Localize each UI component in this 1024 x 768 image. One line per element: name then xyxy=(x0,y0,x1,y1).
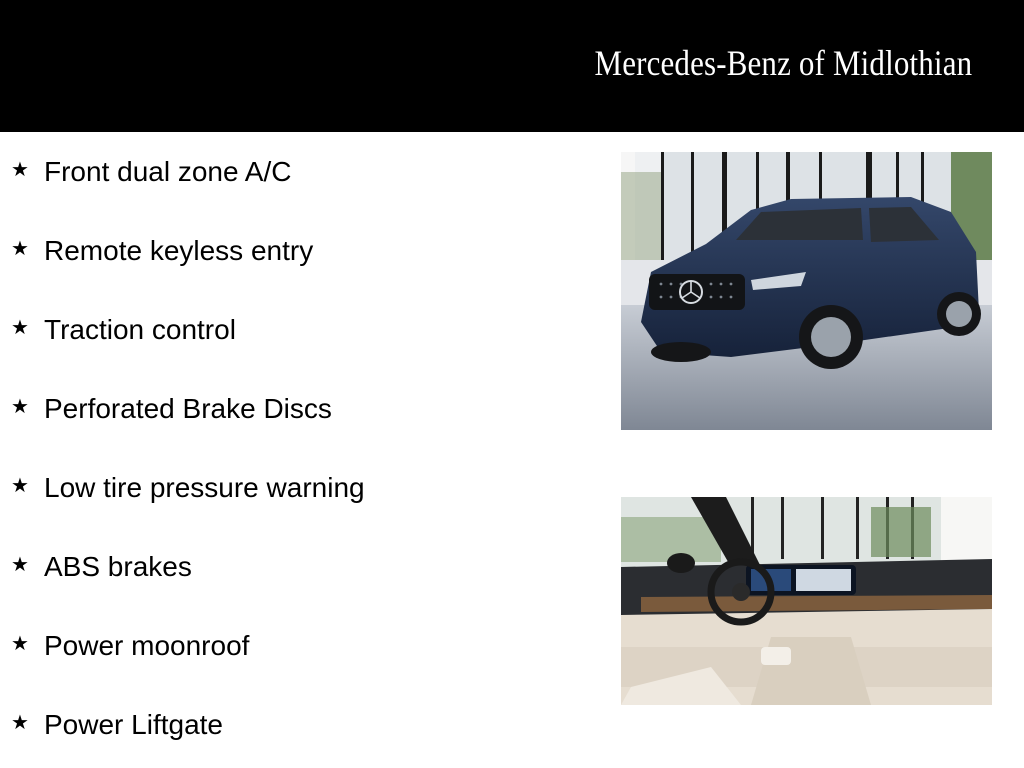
feature-label: ABS brakes xyxy=(44,551,192,582)
dealer-name: Mercedes-Benz of Midlothian xyxy=(594,43,972,83)
feature-label: Power Liftgate xyxy=(44,709,223,740)
star-icon: ★ xyxy=(11,395,29,418)
feature-item xyxy=(11,310,236,350)
exterior-photo xyxy=(621,152,992,430)
feature-label: Remote keyless entry xyxy=(44,235,314,266)
feature-item xyxy=(11,547,192,587)
feature-item xyxy=(11,705,223,745)
star-icon: ★ xyxy=(11,711,29,734)
feature-label: Front dual zone A/C xyxy=(44,156,292,187)
feature-label: Low tire pressure warning xyxy=(44,472,365,503)
feature-label: Traction control xyxy=(44,314,236,345)
feature-item xyxy=(11,626,249,666)
feature-item xyxy=(11,389,332,429)
star-icon: ★ xyxy=(11,553,29,576)
star-icon: ★ xyxy=(11,474,29,497)
feature-item xyxy=(11,231,313,271)
star-icon: ★ xyxy=(11,237,29,260)
star-icon: ★ xyxy=(11,632,29,655)
interior-photo xyxy=(621,497,992,705)
feature-item xyxy=(11,152,291,192)
feature-item xyxy=(11,468,365,508)
star-icon: ★ xyxy=(11,158,29,181)
header-bar xyxy=(0,0,1024,132)
feature-label: Power moonroof xyxy=(44,630,250,661)
feature-label: Perforated Brake Discs xyxy=(44,393,332,424)
star-icon: ★ xyxy=(11,316,29,339)
